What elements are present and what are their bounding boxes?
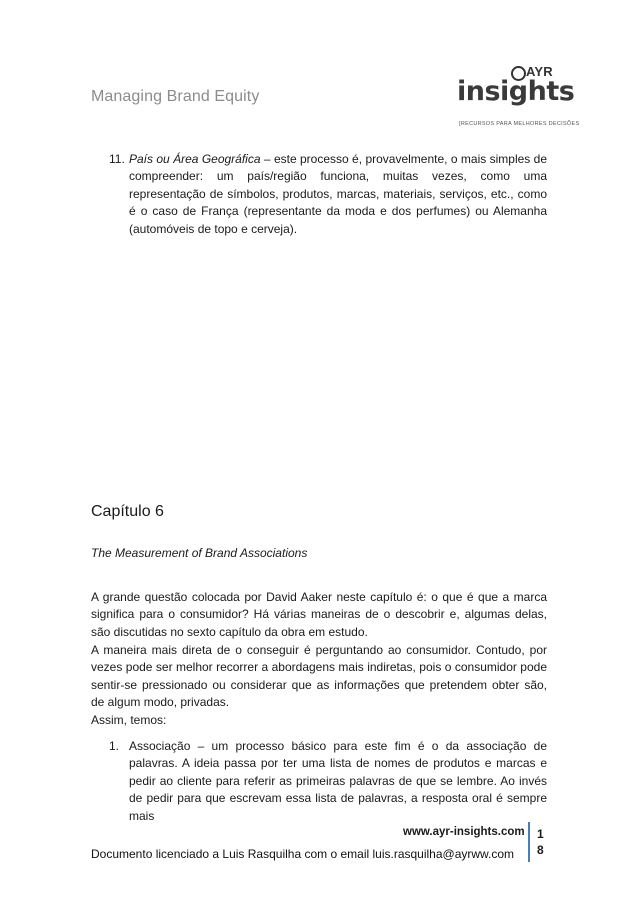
page-number: 18 [537, 827, 544, 857]
list-body: – este processo é, provavelmente, o mais simples de compreender: um país/região funciona, muitas vezes, como uma representação de símbolos, produtos, marcas, materiais, serviços, etc., como é o caso de França (representante da moda e dos perfumes) ou Alemanha (automóveis de topo e cerveja). [129, 152, 547, 236]
logo-name: insights [457, 76, 575, 107]
list-text: Associação – um processo básico para este fim é o da associação de palavras. A ideia passa por ter uma lista de nomes de produtos e marcas e pedir ao cliente para referir as primeiras palavras de que se lembre. Ao invés de pedir para que escrevam essa lista de palavras, a resposta oral é sempre mais [129, 739, 547, 823]
chapter-title: Capítulo 6 [91, 503, 164, 520]
logo-tagline: [RECURSOS PARA MELHORES DECISÕES [459, 121, 580, 127]
paragraph: A maneira mais direta de o conseguir é perguntando ao consumidor. Contudo, por vezes pode ser melhor recorrer a abordagens mais indiretas, pois o consumidor pode sentir-se pressionado ou considerar que as informações que pretendem obter são, de algum modo, privadas. [91, 643, 547, 710]
ayr-insights-logo [456, 64, 580, 134]
running-title: Managing Brand Equity [91, 88, 260, 105]
footer-divider [528, 822, 530, 862]
list-number: 1. [109, 739, 120, 753]
chapter-subtitle: The Measurement of Brand Associations [91, 546, 308, 560]
list-text [129, 151, 547, 238]
license-notice: Documento licenciado a Luis Rasquilha com o email luis.rasquilha@ayrww.com [91, 847, 515, 861]
list-number: 11. [109, 152, 125, 166]
footer-url-link[interactable]: www.ayr-insights.com [403, 826, 525, 838]
paragraph: Assim, temos: [91, 713, 167, 727]
list-term: País ou Área Geográfica [129, 152, 261, 166]
logo-brand: AYR [526, 64, 553, 79]
paragraph: A grande questão colocada por David Aaker neste capítulo é: o que é que a marca significa para o consumidor? Há várias maneiras de o descobrir e, algumas delas, são discutidas no sexto capítulo da obra em estudo. [91, 590, 547, 639]
